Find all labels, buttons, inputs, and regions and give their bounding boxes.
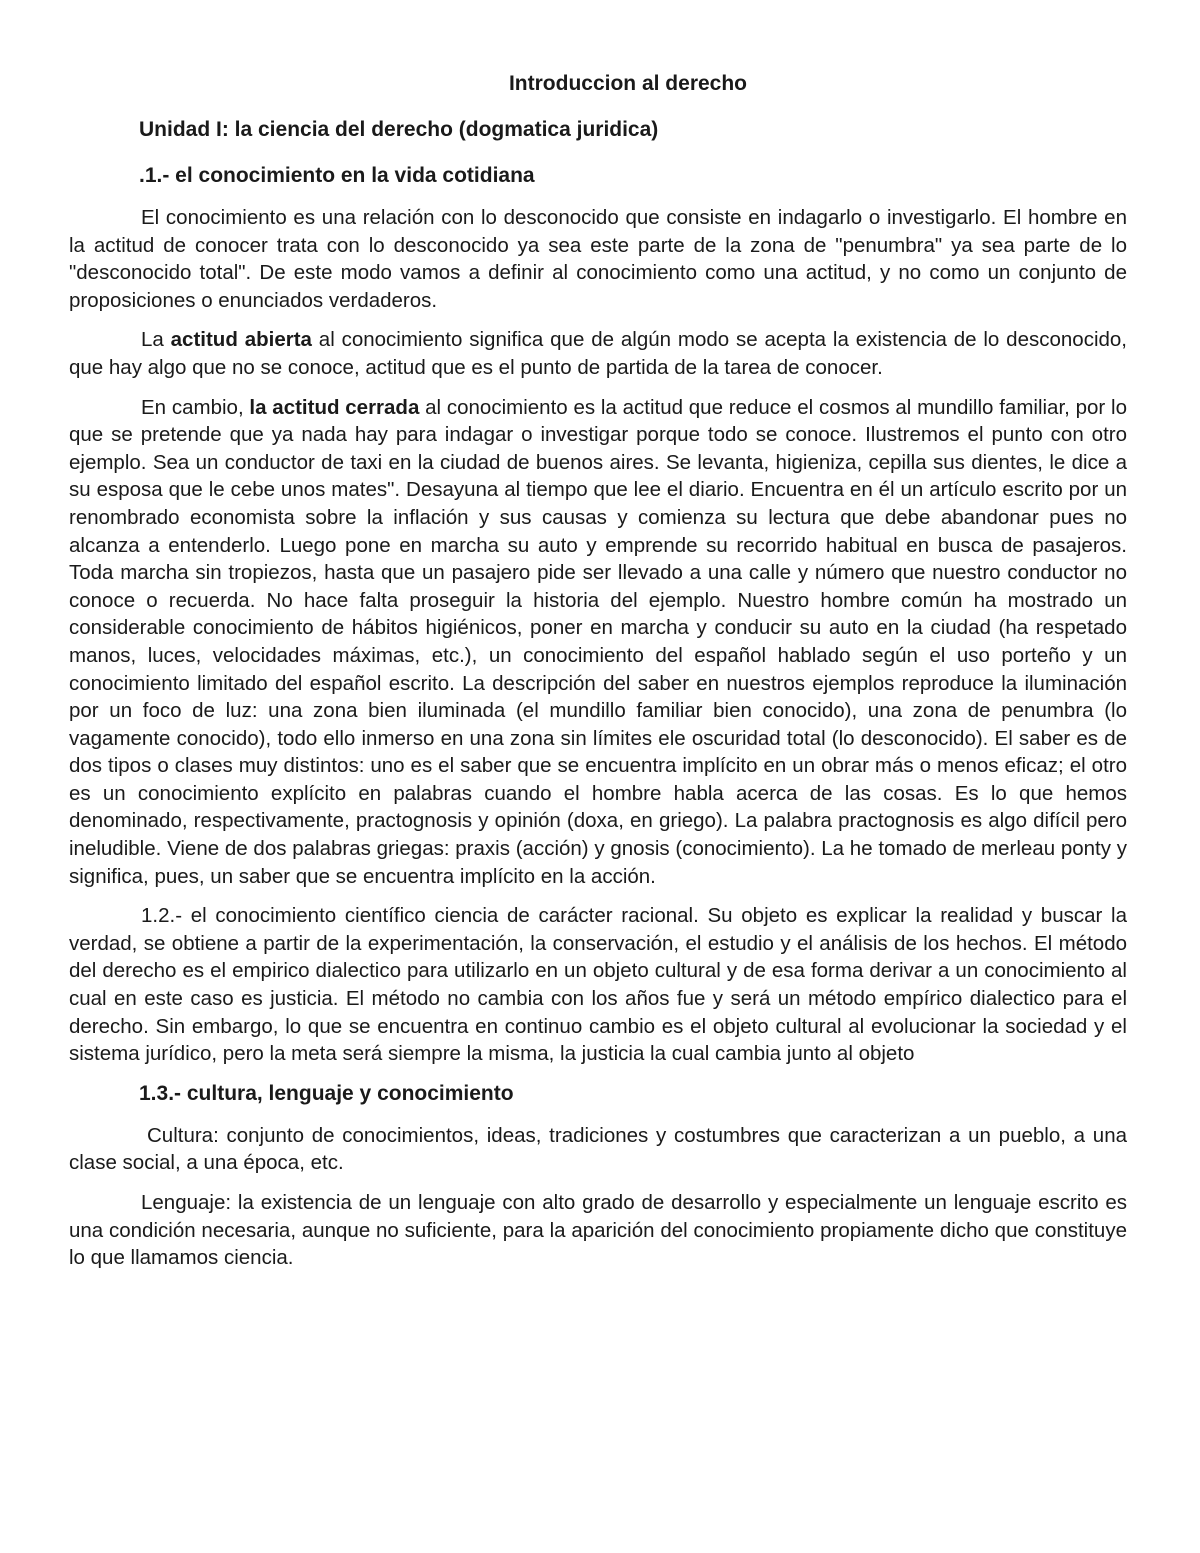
paragraph-text: al conocimiento es la actitud que reduce el cosmos al mundillo familiar, por lo que se pretende que ya nada hay para indagar o investigar porque todo se conoce. Ilustremos el punto con otro ejemplo. Sea un conductor de taxi en la ciudad de buenos aires. Se levanta, higieniza, cepilla sus dientes, le dice a su esposa que le cebe unos mates". Desayuna al tiempo que lee el diario. Encuentra en él un artículo escrito por un renombrado economista sobre la inflación y sus causas y comienza su lectura que debe abandonar pues no alcanza a entenderlo. Luego pone en marcha su auto y emprende su recorrido habitual en busca de pasajeros. Toda marcha sin tropiezos, hasta que un pasajero pide ser llevado a una calle y número que nuestro conductor no conoce o recuerda. No hace falta proseguir la historia del ejemplo. Nuestro hombre común ha mostrado un considerable conocimiento de hábitos higiénicos, poner en marcha y conducir su auto en la ciudad (ha respetado manos, luces, velocidades máximas, etc.), un conocimiento del español hablado según el uso porteño y un conocimiento limitado del español escrito. La descripción del saber en nuestros ejemplos reproduce la iluminación por un foco de luz: una zona bien iluminada (el mundillo familiar bien conocido), una zona de penumbra (lo vagamente conocido), todo ello inmerso en una zona sin límites ele oscuridad total (lo desconocido). El saber es de dos tipos o clases muy distintos: uno es el saber que se encuentra implícito en un obrar más o menos eficaz; el otro es un conocimiento explícito en palabras cuando el hombre habla acerca de las cosas. Es lo que hemos denominado, respectivamente, practognosis y opinión (doxa, en griego). La palabra practognosis es algo difícil pero ineludible. Viene de dos palabras griegas: praxis (acción) y gnosis (conocimiento). La he tomado de merleau ponty y significa, pues, un saber que se encuentra implícito en la acción. [69, 395, 1127, 888]
section-heading-1: .1.- el conocimiento en la vida cotidiana [139, 164, 535, 187]
document-body [69, 70, 1127, 1284]
paragraph-actitud-cerrada [69, 394, 1127, 891]
paragraph-conocimiento-cientifico: 1.2.- el conocimiento científico ciencia de carácter racional. Su objeto es explicar la realidad y buscar la verdad, se obtiene a partir de la experimentación, la conservación, el estudio y el análisis de los hechos. El método del derecho es el empirico dialectico para utilizarlo en un objeto cultural y de esa forma derivar a un conocimiento al cual en este caso es justicia. El método no cambia con los años fue y será un método empírico dialectico para el derecho. Sin embargo, lo que se encuentra en continuo cambio es el objeto cultural al evolucionar la sociedad y el sistema jurídico, pero la meta será siempre la misma, la justicia la cual cambia junto al objeto [69, 904, 1127, 1066]
paragraph-text: La [141, 328, 171, 352]
bold-term-actitud-abierta: actitud abierta [170, 328, 312, 352]
paragraph-text: En cambio, [141, 395, 250, 419]
document-title: Introduccion al derecho [508, 72, 748, 95]
paragraph-text: al conocimiento significa que de algún modo se acepta la existencia de lo desconocido, que hay algo que no se conoce, actitud que es el punto de partida de la tarea de conocer. [69, 328, 1127, 379]
unit-heading: Unidad I: la ciencia del derecho (dogmatica juridica) [139, 118, 659, 141]
paragraph-lenguaje: Lenguaje: la existencia de un lenguaje con alto grado de desarrollo y especialmente un lenguaje escrito es una condición necesaria, aunque no suficiente, para la aparición del conocimiento propiamente dicho que constituye lo que llamamos ciencia. [69, 1191, 1127, 1270]
paragraph-conocimiento: El conocimiento es una relación con lo desconocido que consiste en indagarlo o investigarlo. El hombre en la actitud de conocer trata con lo desconocido ya sea este parte de la zona de "penumbra" ya sea parte de lo "desconocido total". De este modo vamos a definir al conocimiento como una actitud, y no como un conjunto de proposiciones o enunciados verdaderos. [69, 206, 1127, 312]
paragraph-cultura: Cultura: conjunto de conocimientos, ideas, tradiciones y costumbres que caracterizan a un pueblo, a una clase social, a una época, etc. [69, 1123, 1127, 1175]
paragraph-actitud-abierta [69, 326, 1127, 381]
section-heading-1-3: 1.3.- cultura, lenguaje y conocimiento [139, 1081, 514, 1105]
bold-term-actitud-cerrada: la actitud cerrada [249, 395, 420, 419]
